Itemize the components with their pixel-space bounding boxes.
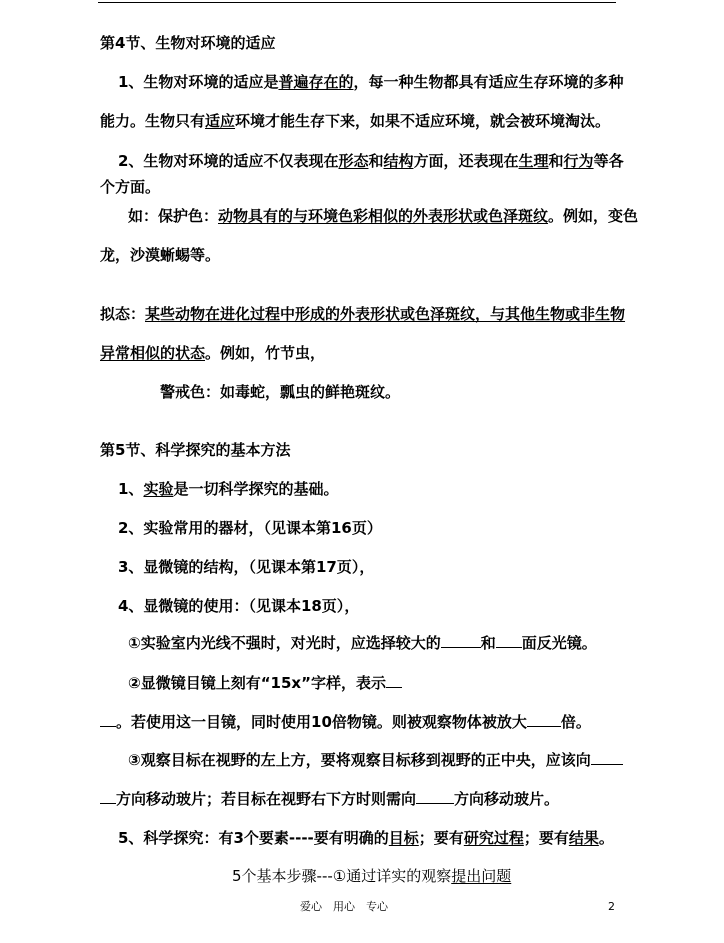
footer-slogan: 爱心 用心 专心 — [300, 900, 388, 913]
s5-question3-line2: 方向移动玻片；若目标在视野右下方时则需向 方向移动玻片。 — [100, 789, 559, 809]
s5-item3: 3、显微镜的结构，（见课本第17页）， — [118, 558, 375, 576]
s4-warning-color: 警戒色：如毒蛇，瓢虫的鲜艳斑纹。 — [160, 383, 401, 401]
s5-item4: 4、显微镜的使用：（见课本18页）， — [118, 597, 360, 615]
answer-blank[interactable] — [416, 789, 454, 804]
s4-para1-line2: 能力。生物只有适应环境才能生存下来，如果不适应环境，就会被环境淘汰。 — [100, 112, 611, 130]
s5-question1: ①实验室内光线不强时，对光时，应选择较大的 和 面反光镜。 — [128, 634, 597, 652]
s4-para1-line1: 1、生物对环境的适应是普遍存在的，每一种生物都具有适应生存环境的多种 — [118, 73, 624, 91]
answer-blank[interactable] — [100, 712, 116, 727]
s4-camouflage-line1: 如：保护色：动物具有的与环境色彩相似的外表形状或色泽斑纹。例如，变色 — [128, 207, 639, 225]
s5-question2-line1: ②显微镜目镜上刻有“15x”字样，表示 — [128, 673, 402, 693]
s4-camouflage-line2: 龙，沙漠蜥蜴等。 — [100, 246, 221, 264]
page-number: 2 — [608, 900, 615, 913]
s5-item2: 2、实验常用的器材，（见课本第16页） — [118, 519, 382, 537]
s5-question3-line1: ③观察目标在视野的左上方，要将观察目标移到视野的正中央，应该向 — [128, 750, 623, 770]
answer-blank[interactable] — [591, 750, 623, 765]
s4-mimicry-line2: 异常相似的状态。例如，竹节虫， — [100, 344, 326, 362]
answer-blank[interactable] — [100, 789, 116, 804]
section-4-title: 第4节、生物对环境的适应 — [100, 34, 276, 52]
header-rule — [98, 2, 616, 3]
answer-blank[interactable] — [527, 712, 561, 727]
s4-para2-line1: 2、生物对环境的适应不仅表现在形态和结构方面，还表现在生理和行为等各 — [118, 152, 624, 170]
answer-blank[interactable] — [386, 673, 402, 688]
s5-five-steps: 5个基本步骤---①通过详实的观察提出问题 — [232, 867, 512, 885]
answer-blank[interactable] — [496, 633, 522, 648]
s4-mimicry-line1: 拟态：某些动物在进化过程中形成的外表形状或色泽斑纹，与其他生物或非生物 — [100, 305, 626, 323]
s5-item5: 5、科学探究：有3个要素----要有明确的目标；要有研究过程；要有结果。 — [118, 829, 614, 847]
s5-question2-line2: 。若使用这一目镜，同时使用10倍物镜。则被观察物体被放大 倍。 — [100, 712, 591, 732]
s4-para2-line2: 个方面。 — [100, 178, 161, 196]
s5-item1: 1、实验是一切科学探究的基础。 — [118, 480, 339, 498]
section-5-title: 第5节、科学探究的基本方法 — [100, 441, 291, 459]
answer-blank[interactable] — [441, 633, 481, 648]
